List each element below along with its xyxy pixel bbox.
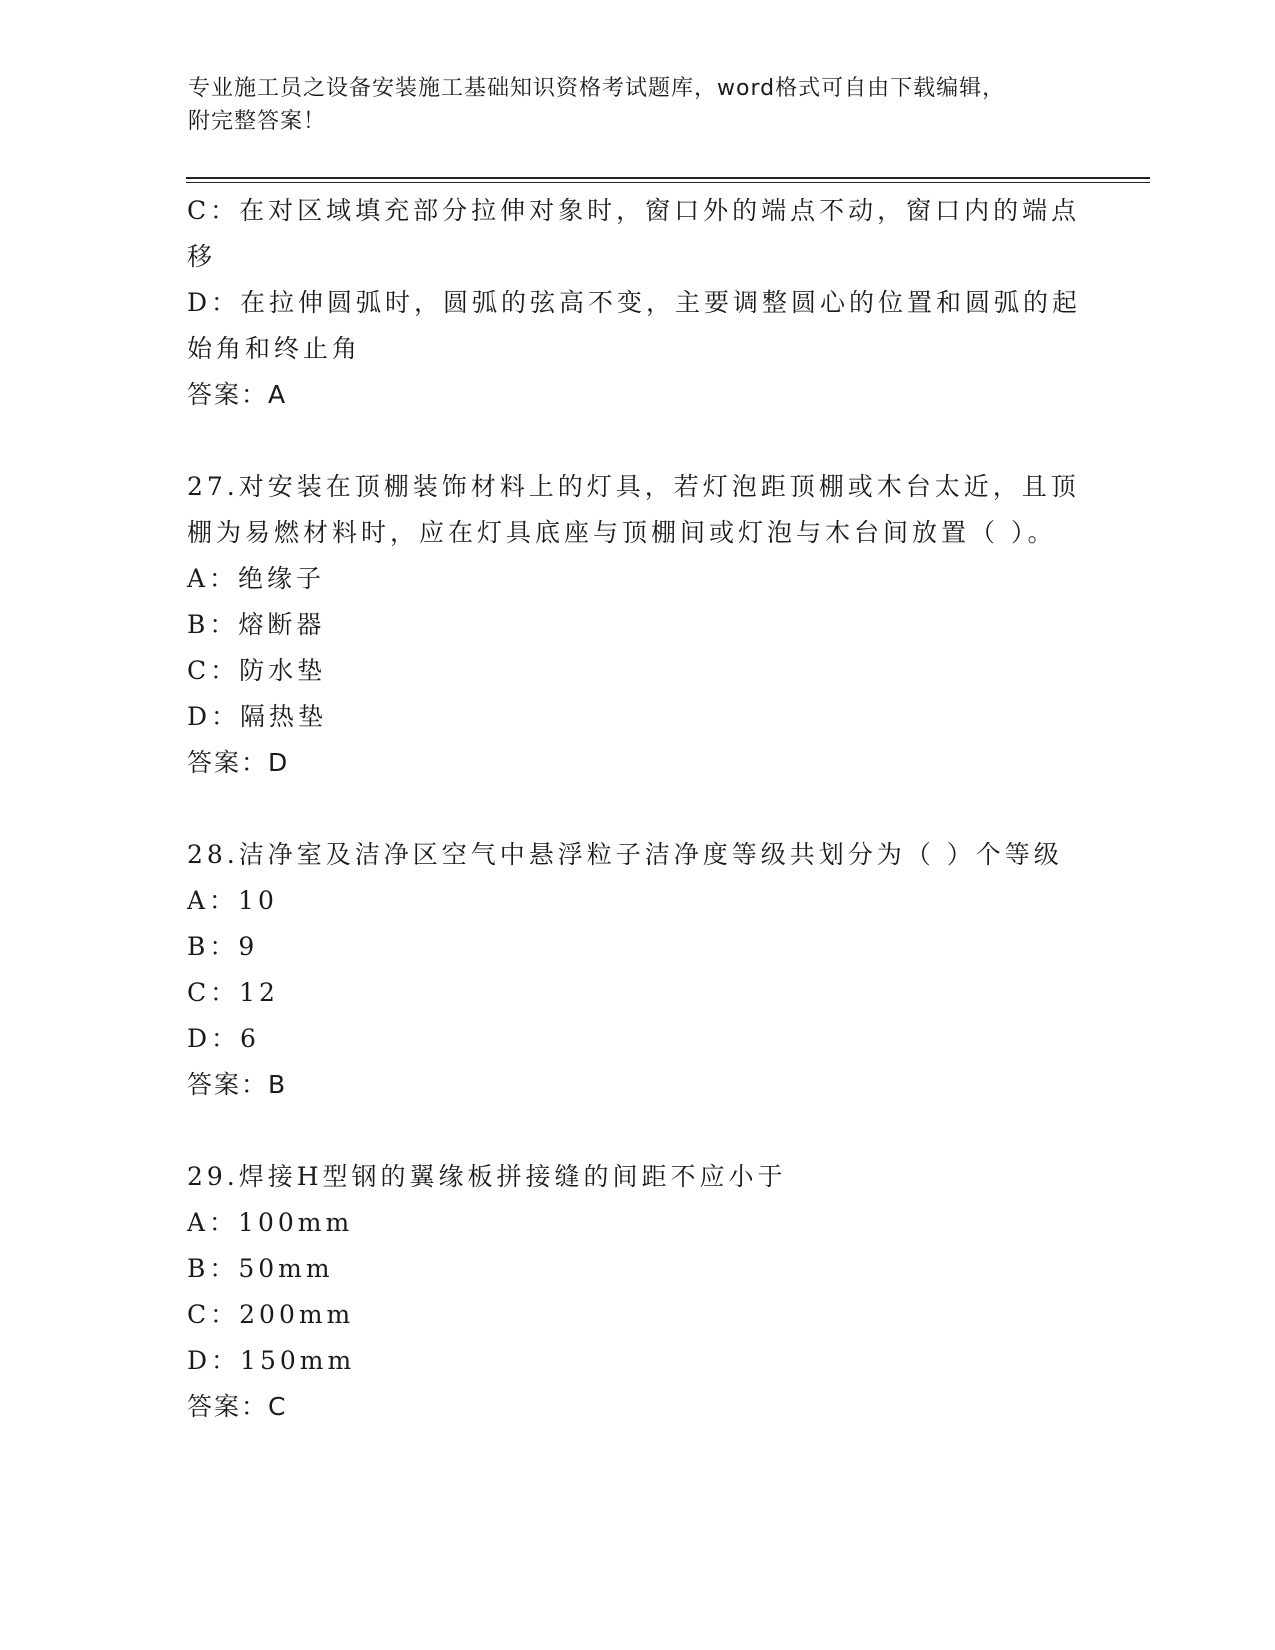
q28-option-d: D：6 <box>187 1024 260 1053</box>
q29-option-d: D：150mm <box>187 1346 356 1375</box>
q26-option-d-line-2: 始角和终止角 <box>187 334 362 363</box>
spacer <box>187 1108 1087 1154</box>
question-26-fragment <box>187 188 1087 418</box>
header-line-1: 专业施工员之设备安装施工基础知识资格考试题库，word格式可自由下载编辑， <box>188 76 1006 101</box>
question-29 <box>187 1154 1087 1430</box>
spacer <box>187 418 1087 464</box>
q29-answer: 答案：C <box>187 1392 288 1421</box>
q26-option-c-line-2: 移 <box>187 242 217 271</box>
q28-answer: 答案：B <box>187 1070 288 1099</box>
q27-question-line-1: 27.对安装在顶棚装饰材料上的灯具，若灯泡距顶棚或木台太近，且顶 <box>187 472 1080 501</box>
spacer <box>187 786 1087 832</box>
q28-option-c: C：12 <box>187 978 279 1007</box>
q28-option-a: A：10 <box>187 886 278 915</box>
header-divider-thin <box>186 182 1150 183</box>
q26-option-d-line-1: D：在拉伸圆弧时，圆弧的弦高不变，主要调整圆心的位置和圆弧的起 <box>187 288 1082 317</box>
q26-option-c-line-1: C：在对区域填充部分拉伸对象时，窗口外的端点不动，窗口内的端点 <box>187 196 1081 225</box>
page-header <box>188 72 1088 138</box>
q27-option-c: C：防水垫 <box>187 656 327 685</box>
q27-option-b: B：熔断器 <box>187 610 326 639</box>
header-line-2: 附完整答案！ <box>188 109 327 134</box>
q27-option-a: A：绝缘子 <box>187 564 326 593</box>
question-list <box>187 188 1087 1430</box>
q28-option-b: B：9 <box>187 932 259 961</box>
q27-question-line-2: 棚为易燃材料时，应在灯具底座与顶棚间或灯泡与木台间放置（ ）。 <box>187 518 1057 547</box>
question-27 <box>187 464 1087 786</box>
header-divider-thick <box>186 177 1150 179</box>
q27-answer: 答案：D <box>187 748 290 777</box>
q26-answer: 答案：A <box>187 380 288 409</box>
q29-option-b: B：50mm <box>187 1254 334 1283</box>
q28-question: 28.洁净室及洁净区空气中悬浮粒子洁净度等级共划分为（ ）个等级 <box>187 840 1063 869</box>
q29-option-a: A：100mm <box>187 1208 354 1237</box>
q27-option-d: D：隔热垫 <box>187 702 328 731</box>
q29-option-c: C：200mm <box>187 1300 355 1329</box>
q29-question: 29.焊接H型钢的翼缘板拼接缝的间距不应小于 <box>187 1162 787 1191</box>
question-28 <box>187 832 1087 1108</box>
